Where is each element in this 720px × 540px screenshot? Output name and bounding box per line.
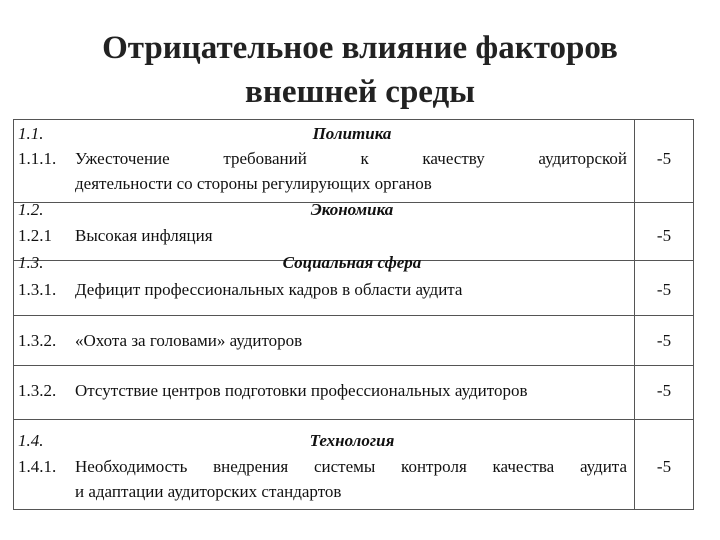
- item-value: -5: [656, 149, 672, 168]
- item-text: Ужесточение требований к качеству аудиторской: [75, 149, 627, 168]
- row-divider: [14, 315, 693, 316]
- row-divider: [14, 419, 693, 420]
- item-number: 1.3.1.: [18, 280, 57, 299]
- item-text: Необходимость внедрения системы контроля качества аудита: [75, 457, 627, 476]
- section-number: 1.3.: [18, 253, 44, 272]
- item-text: Дефицит профессиональных кадров в области аудита: [75, 280, 463, 299]
- factors-table: [13, 119, 694, 510]
- item-number: 1.1.1.: [18, 149, 57, 168]
- section-heading: Экономика: [310, 200, 394, 219]
- item-number: 1.4.1.: [18, 457, 57, 476]
- item-text: Отсутствие центров подготовки профессиональных аудиторов: [75, 381, 528, 400]
- item-text: Высокая инфляция: [75, 226, 213, 245]
- item-value: -5: [656, 381, 672, 400]
- item-number: 1.3.2.: [18, 381, 57, 400]
- item-value: -5: [656, 331, 672, 350]
- item-number: 1.3.2.: [18, 331, 57, 350]
- item-number: 1.2.1: [18, 226, 52, 245]
- item-text-continued: и адаптации аудиторских стандартов: [75, 482, 342, 501]
- item-value: -5: [656, 280, 672, 299]
- section-heading: Политика: [312, 124, 392, 143]
- section-number: 1.2.: [18, 200, 44, 219]
- section-heading: Социальная сфера: [282, 253, 422, 272]
- item-text-continued: деятельности со стороны регулирующих органов: [75, 174, 432, 193]
- item-value: -5: [656, 226, 672, 245]
- page-title: [0, 26, 720, 114]
- row-divider: [14, 365, 693, 366]
- section-number: 1.4.: [18, 431, 44, 450]
- item-value: -5: [656, 457, 672, 476]
- title-line-1: Отрицательное влияние факторов: [102, 30, 618, 66]
- section-heading: Технология: [309, 431, 395, 450]
- section-number: 1.1.: [18, 124, 44, 143]
- title-line-2: внешней среды: [245, 74, 475, 110]
- item-text: «Охота за головами» аудиторов: [75, 331, 303, 350]
